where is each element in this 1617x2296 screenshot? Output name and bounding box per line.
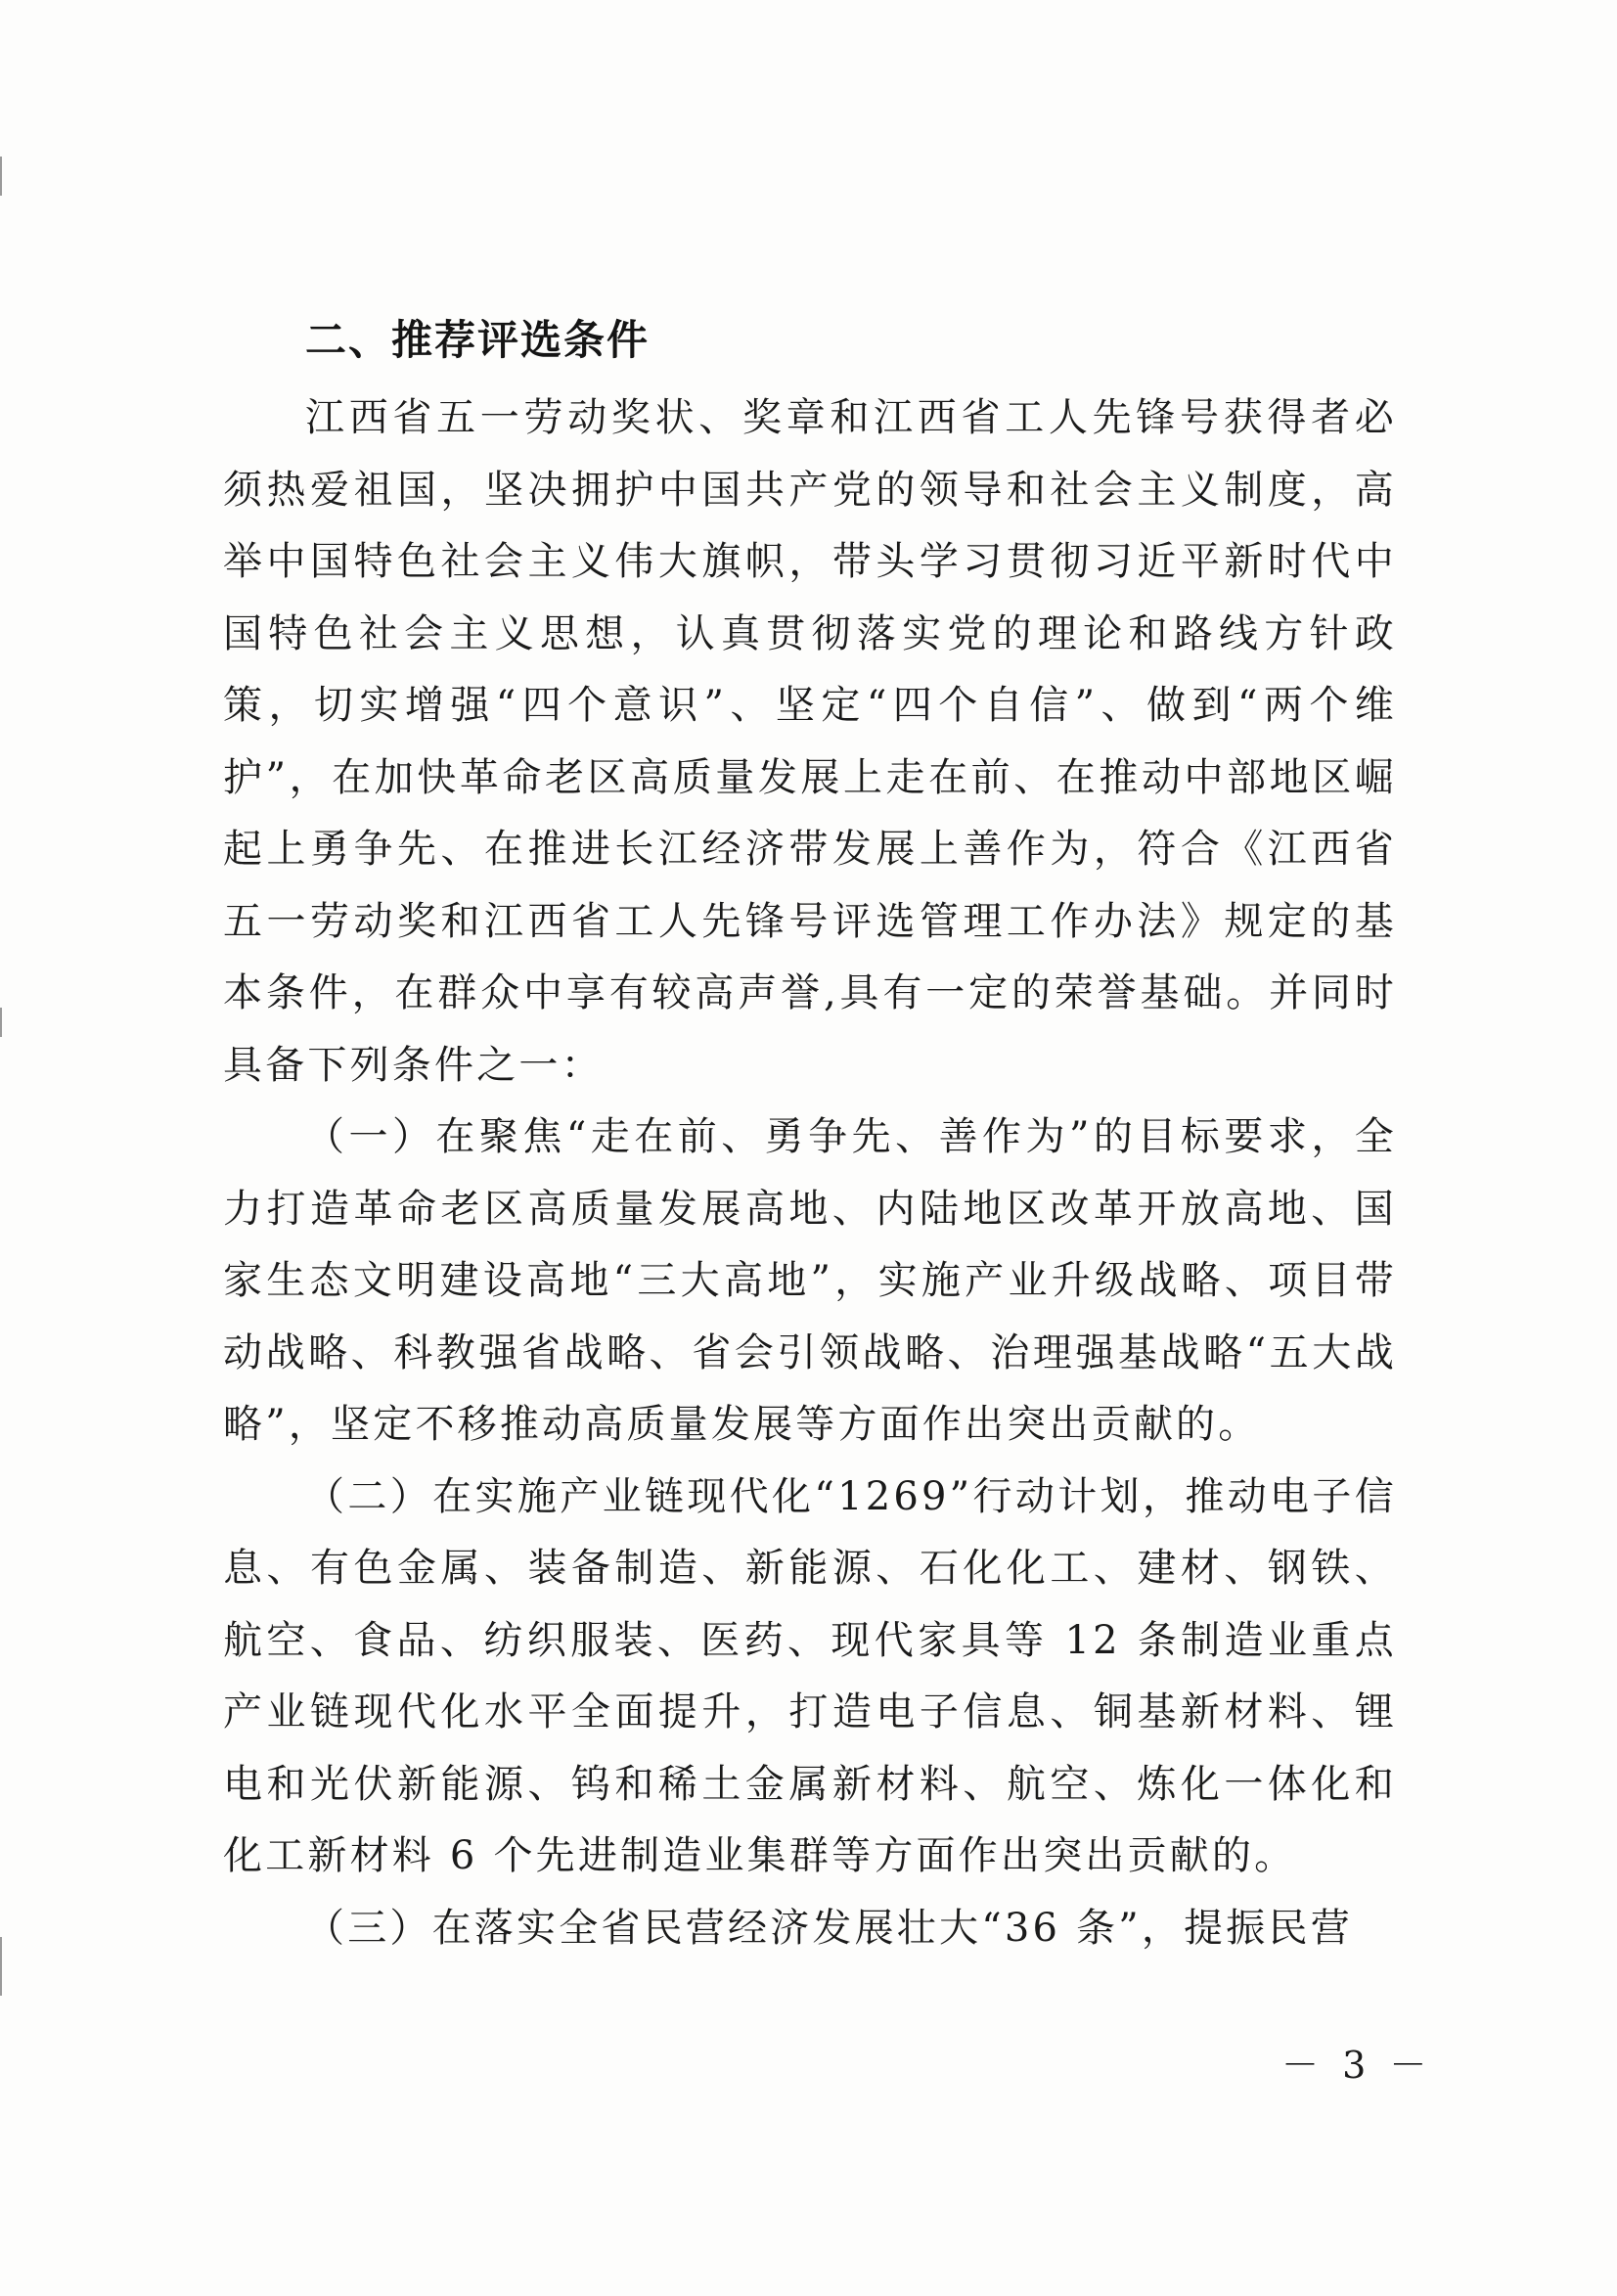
scan-mark [0,157,2,196]
body-text [223,383,1397,1964]
paragraph-intro: 江西省五一劳动奖状、奖章和江西省工人先锋号获得者必须热爱祖国，坚决拥护中国共产党的领导和社会主义制度，高举中国特色社会主义伟大旗帜，带头学习贯彻习近平新时代中国特色社会主义思想，认真贯彻落实党的理论和路线方针政策，切实增强“四个意识”、坚定“四个自信”、做到“两个维护”，在加快革命老区高质量发展上走在前、在推动中部地区崛起上勇争先、在推进长江经济带发展上善作为，符合《江西省五一劳动奖和江西省工人先锋号评选管理工作办法》规定的基本条件，在群众中享有较高声誉,具有一定的荣誉基础。并同时具备下列条件之一： [223,395,1397,1088]
scan-mark [0,1008,2,1037]
paragraph-condition-3: （三）在落实全省民营经济发展壮大“36 条”，提振民营 [305,1905,1353,1951]
paragraph-condition-2: （二）在实施产业链现代化“1269”行动计划，推动电子信息、有色金属、装备制造、新能源、石化化工、建材、钢铁、航空、食品、纺织服装、医药、现代家具等 12 条制造业重点产业链现代化水平全面提升，打造电子信息、铜基新材料、锂电和光伏新能源、钨和稀土金属新材料、航空、炼化一体化和化工新材料 6 个先进制造业集群等方面作出突出贡献的。 [223,1473,1397,1878]
page-number: － 3 － [1281,2044,1433,2087]
scan-mark [0,1937,2,1996]
paragraph-condition-1: （一）在聚焦“走在前、勇争先、善作为”的目标要求，全力打造革命老区高质量发展高地、内陆地区改革开放高地、国家生态文明建设高地“三大高地”，实施产业升级战略、项目带动战略、科教强省战略、省会引领战略、治理强基战略“五大战略”，坚定不移推动高质量发展等方面作出突出贡献的。 [223,1114,1397,1447]
section-heading: 二、推荐评选条件 [305,316,651,364]
